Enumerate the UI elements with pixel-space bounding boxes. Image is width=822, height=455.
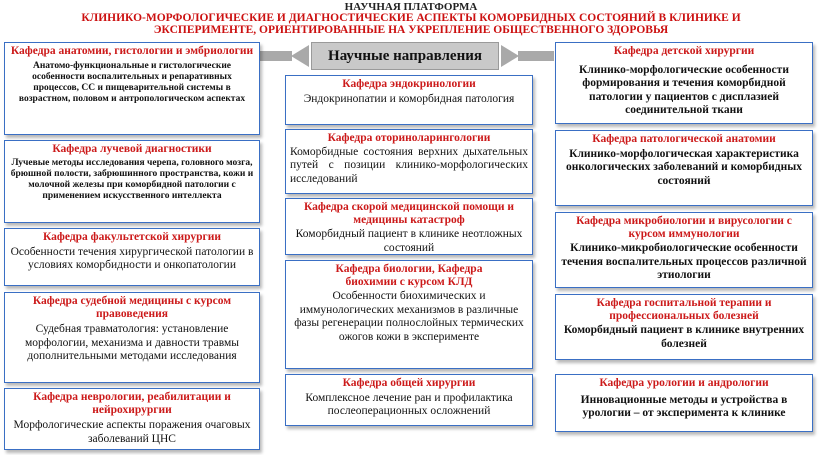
dept-title: Кафедра биологии, Кафедра биохимии с курсом КЛД [335, 263, 483, 288]
dept-description: Инновационные методы и устройства в урологии – от эксперимента к клинике [580, 393, 788, 419]
dept-pathological-anatomy-box [555, 130, 813, 206]
dept-description: Особенности течения хирургической патологии в условиях коморбидности и онкопатологии [10, 245, 254, 271]
dept-title: Кафедра детской хирургии [613, 45, 755, 57]
dept-title: Кафедра скорой медицинской помощи и медицины катастроф [303, 201, 515, 226]
dept-faculty-surgery-box [4, 228, 260, 286]
dept-description: Коморбидный пациент в клинике неотложных состояний [295, 228, 523, 254]
platform-label: НАУЧНАЯ ПЛАТФОРМА [344, 1, 478, 13]
research-directions-banner: Научные направления [311, 42, 499, 70]
dept-endocrinology-box [285, 75, 533, 125]
arrow-left-stem [258, 51, 292, 61]
dept-description: Клинико-микробиологические особенности течения воспалительных процессов различной этиологии [561, 242, 807, 281]
dept-emergency-medicine-box [285, 198, 533, 255]
dept-description: Судебная травматология: установление морфологии, механизма и давности травмы дополнительными методами исследования [25, 323, 239, 362]
dept-title: Кафедра эндокринологии [342, 78, 476, 90]
dept-forensic-medicine-box [4, 292, 260, 383]
dept-description: Клинико-морфологические особенности формирования и течения коморбидной патологии у пациентов с дисплазией соединительной ткани [579, 63, 789, 116]
page-title-line-2: ЭКСПЕРИМЕНТЕ, ОРИЕНТИРОВАННЫЕ НА УКРЕПЛЕНИЕ ОБЩЕСТВЕННОГО ЗДОРОВЬЯ [153, 24, 669, 36]
dept-description: Клинико-морфологическая характеристика онкологических заболеваний и коморбидных состояний [566, 147, 802, 187]
dept-hospital-therapy-box [555, 294, 813, 360]
dept-biology-biochemistry-box [285, 260, 533, 369]
dept-description: Комплексное лечение ран и профилактика послеоперационных осложнений [305, 391, 513, 417]
dept-description: Коморбидные состояния верхних дыхательных путей с позиции клинико-морфологических исследований [290, 145, 528, 185]
dept-title: Кафедра оториноларингологии [327, 132, 491, 144]
dept-title: Кафедра лучевой диагностики [52, 143, 212, 155]
dept-title: Кафедра общей хирургии [342, 377, 476, 389]
dept-title: Кафедра госпитальной терапии и профессиональных болезней [596, 297, 772, 322]
arrow-right-stem [518, 51, 554, 61]
arrow-left-icon [291, 45, 309, 67]
dept-description: Особенности биохимических и иммунологических механизмов в различные фазы регенерации полнослойных термических ожогов кожи в эксперименте [294, 290, 524, 343]
dept-radiology-box [4, 140, 260, 223]
dept-title: Кафедра судебной медицины с курсом правоведения [32, 295, 232, 320]
dept-pediatric-surgery-box [555, 42, 813, 124]
dept-description: Коморбидный пациент в клинике внутренних болезней [563, 324, 805, 350]
dept-title: Кафедра микробиологии и вирусологии с курсом иммунологии [576, 215, 792, 240]
dept-title: Кафедра неврологии, реабилитации и нейрохирургии [33, 391, 231, 416]
dept-description: Анатомо-функциональные и гистологические особенности воспалительных и репаративных процессов, СС и пищеварительной системы в возрастном, половом и антропологическом аспектах [18, 60, 246, 104]
dept-neurology-box [4, 388, 260, 450]
dept-title: Кафедра факультетской хирургии [42, 231, 222, 243]
dept-description: Эндокринопатии и коморбидная патология [303, 92, 515, 105]
page-title-line-1: КЛИНИКО-МОРФОЛОГИЧЕСКИЕ И ДИАГНОСТИЧЕСКИЕ АСПЕКТЫ КОМОРБИДНЫХ СОСТОЯНИЙ В КЛИНИКЕ И [81, 12, 741, 24]
dept-title: Кафедра патологической анатомии [592, 133, 776, 145]
dept-urology-box [555, 374, 813, 432]
dept-anatomy-box [4, 42, 260, 135]
dept-general-surgery-box [285, 374, 533, 426]
dept-microbiology-box [555, 212, 813, 288]
dept-description: Морфологические аспекты поражения очаговых заболеваний ЦНС [13, 419, 251, 445]
dept-description: Лучевые методы исследования черепа, головного мозга, брюшной полости, забрюшинного пространства, кожи и молочной железы при коморбидной патологии с применением искусственного интеллекта [10, 157, 254, 201]
dept-otorhinolaryngology-box [285, 129, 533, 194]
dept-title: Кафедра анатомии, гистологии и эмбриологии [10, 45, 254, 57]
arrow-right-icon [501, 45, 519, 67]
dept-title: Кафедра урологии и андрологии [599, 377, 769, 389]
